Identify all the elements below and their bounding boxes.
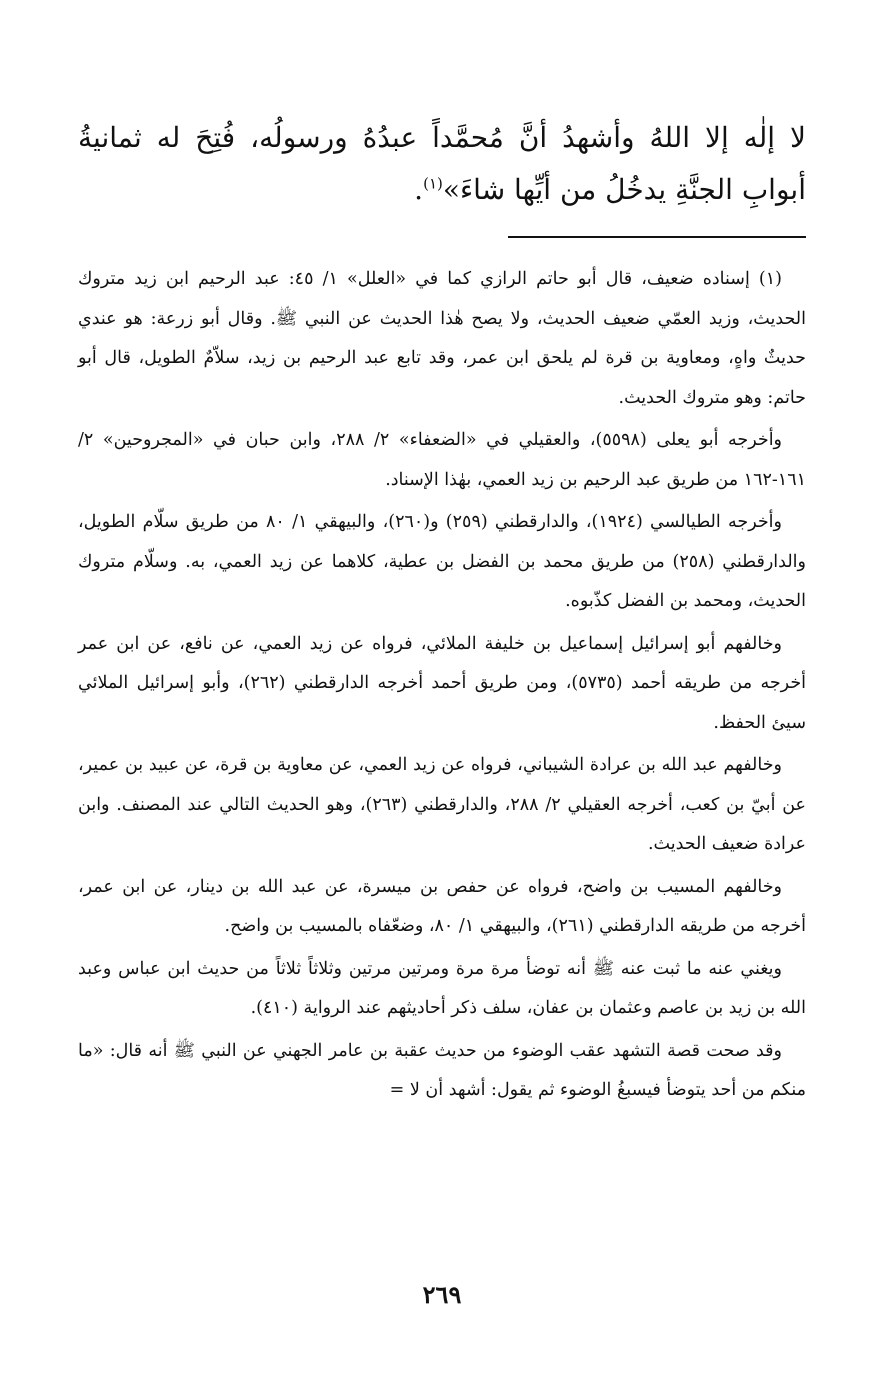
page-number: ٢٦٩: [422, 1280, 462, 1309]
footnote-paragraph: (١) إسناده ضعيف، قال أبو حاتم الرازي كما في «العلل» ١/ ٤٥: عبد الرحيم ابن زيد متروك الحديث، وزيد العمّي ضعيف الحديث، ولا يصح هٰذا الحديث عن النبي ﷺ. وقال أبو زرعة: هو عندي حديثٌ واهٍ، ومعاوية بن قرة لم يلحق ابن عمر، وقد تابع عبد الرحيم بن زيد، سلاّمٌ الطويل، قال أبو حاتم: وهو متروك الحديث.: [78, 269, 806, 408]
footnote-divider: [508, 236, 806, 238]
page-content: [78, 112, 806, 1322]
footnote-paragraph: وخالفهم المسيب بن واضح، فرواه عن حفص بن ميسرة، عن عبد الله بن دينار، عن ابن عمر، أخرجه من طريقه الدارقطني (٢٦١)، والبيهقي ١/ ٨٠، وضعّفاه بالمسيب بن واضح.: [78, 876, 806, 936]
main-text: [78, 112, 806, 216]
main-text-body: لا إلٰه إلا اللهُ وأشهدُ أنَّ مُحمَّداً عبدُهُ ورسولُه، فُتِحَ له ثمانيةُ أبوابِ الجنَّةِ يدخُلُ من أيِّها شاءَ»: [78, 121, 806, 206]
footnote-reference: (١): [423, 174, 443, 193]
footnote-paragraph: وخالفهم عبد الله بن عرادة الشيباني، فرواه عن زيد العمي، عن معاوية بن قرة، عن عبيد بن عمير، عن أبيّ بن كعب، أخرجه العقيلي ٢/ ٢٨٨، والدارقطني (٢٦٣)، وهو الحديث التالي عند المصنف. وابن عرادة ضعيف الحديث.: [78, 755, 806, 854]
footnote-paragraph: وأخرجه الطيالسي (١٩٢٤)، والدارقطني (٢٥٩) و(٢٦٠)، والبيهقي ١/ ٨٠ من طريق سلّام الطويل، والدارقطني (٢٥٨) من طريق محمد بن الفضل بن عطية، كلاهما عن زيد العمي، به. وسلّام متروك الحديث، ومحمد بن الفضل كذّبوه.: [78, 512, 806, 611]
footnote-paragraph: وخالفهم أبو إسرائيل إسماعيل بن خليفة الملائي، فرواه عن زيد العمي، عن نافع، عن ابن عمر أخرجه من طريقه أحمد (٥٧٣٥)، ومن طريق أحمد أخرجه الدارقطني (٢٦٢)، وأبو إسرائيل الملائي سيئ الحفظ.: [78, 633, 806, 733]
main-text-end: .: [414, 173, 424, 206]
footnote-paragraph: وأخرجه أبو يعلى (٥٥٩٨)، والعقيلي في «الضعفاء» ٢/ ٢٨٨، وابن حبان في «المجروحين» ٢/ ١٦١-١٦٢ من طريق عبد الرحيم بن زيد العمي، بهٰذا الإسناد.: [78, 430, 806, 490]
footnote-paragraph: ويغني عنه ما ثبت عنه ﷺ أنه توضأ مرة مرة ومرتين مرتين وثلاثاً ثلاثاً من حديث ابن عباس وعبد الله بن زيد بن عاصم وعثمان بن عفان، سلف ذكر أحاديثهم عند الرواية (٤١٠).: [78, 958, 806, 1018]
footnotes-section: [78, 260, 806, 1111]
footnote-paragraph: وقد صحت قصة التشهد عقب الوضوء من حديث عقبة بن عامر الجهني عن النبي ﷺ أنه قال: «ما منكم من أحد يتوضأ فيسبغُ الوضوء ثم يقول: أشهد أن لا =: [78, 1040, 806, 1100]
